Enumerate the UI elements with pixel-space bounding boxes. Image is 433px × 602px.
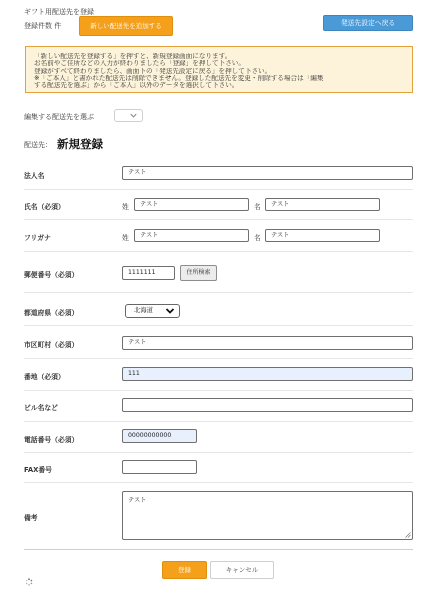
notes-textarea[interactable] [122,491,413,540]
corporate-name-input[interactable]: テスト [122,166,413,180]
postal-code-input[interactable]: 1111111 [122,266,175,280]
street-label: 番地（必須） [24,373,65,381]
corporate-name-label: 法人名 [24,172,45,180]
prefecture-selected-value: 北海道 [134,307,153,314]
row-divider [24,482,413,483]
notice-line: 登録がすべて終わりましたら、画面下の「発送先設定に戻る」を押して下さい。 [34,67,272,75]
furigana-label: フリガナ [24,234,51,242]
city-label: 市区町村（必須） [24,341,79,349]
last-name-label: 姓 [122,203,129,211]
back-to-shipping-settings-button[interactable]: 発送先設定へ戻る [323,15,413,31]
edit-destination-label: 編集する配送先を選ぶ [24,113,94,121]
row-divider [24,390,413,391]
phone-input[interactable]: 00000000000 [122,429,197,443]
building-label: ビル名など [24,404,58,412]
notice-line: 「新しい配送先を登録する」を押すと、新規登録画面になります。 [34,53,232,60]
last-name-input[interactable]: テスト [134,198,249,211]
notice-line: ※「ご本人」と書かれた配送先は削除できません。登録した配送先を変更・削除する場合は「編集 [34,74,324,82]
fax-input[interactable] [122,460,197,474]
row-divider [24,452,413,453]
row-divider [24,421,413,422]
fax-label: FAX番号 [24,466,52,474]
submit-button[interactable]: 登録 [162,561,207,579]
last-name-kana-input[interactable]: テスト [134,229,249,242]
last-name-kana-label: 姓 [122,234,129,242]
destination-mode-title: 新規登録 [57,137,103,151]
street-input[interactable]: 111 [122,367,413,381]
prefecture-label: 都道府県（必須） [24,309,79,317]
first-name-label: 名 [254,203,261,211]
edit-destination-select[interactable] [114,109,143,122]
first-name-input[interactable]: テスト [265,198,380,211]
loading-spinner-icon [25,578,33,586]
notice-line: お名前やご住所などの入力が終わりましたら「登録」を押して下さい。 [34,60,245,68]
row-divider [24,292,413,293]
add-new-destination-button[interactable]: 新しい配送先を追加する [79,16,173,36]
building-input[interactable] [122,398,413,412]
notes-text: テスト [128,497,147,504]
phone-label: 電話番号（必須） [24,436,79,444]
cancel-button[interactable]: キャンセル [210,561,274,579]
page-title: ギフト用配送先を登録 [24,8,94,16]
notice-line: する配送先を選ぶ」から「ご本人」以外のデータを選択して下さい。 [34,82,239,90]
row-divider [24,219,413,220]
postal-code-label: 郵便番号（必須） [24,271,79,279]
prefecture-select[interactable] [125,304,180,318]
address-search-button[interactable]: 住所検索 [180,265,217,281]
name-label: 氏名（必須） [24,203,65,211]
notice-box [25,46,413,93]
first-name-kana-label: 名 [254,234,261,242]
row-divider [24,325,413,326]
row-divider [24,358,413,359]
first-name-kana-input[interactable]: テスト [265,229,380,242]
form-bottom-divider [24,549,413,550]
chevron-down-icon [165,305,175,321]
row-divider [24,251,413,252]
registered-count: 登録件数 件 [24,22,62,30]
resize-handle-icon[interactable] [405,532,411,538]
city-input[interactable]: テスト [122,336,413,350]
notes-label: 備考 [24,514,38,522]
row-divider [24,189,413,190]
chevron-down-icon [129,111,138,122]
destination-label: 配送先： [24,141,52,149]
